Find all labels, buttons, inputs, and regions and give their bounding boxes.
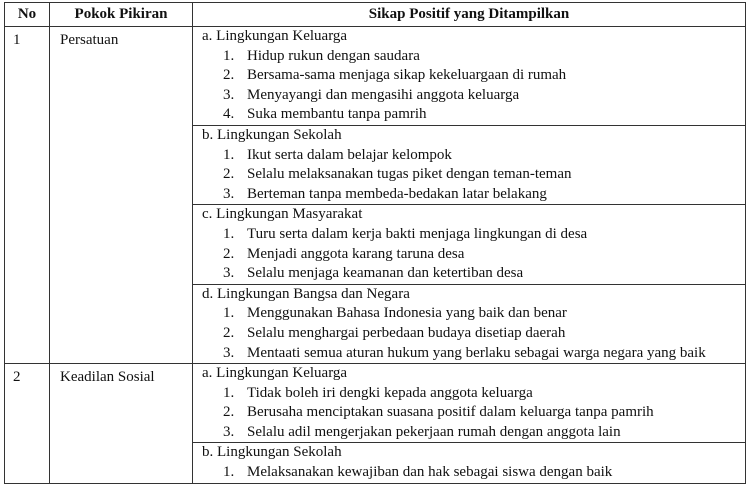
item-text: Selalu melaksanakan tugas piket dengan teman-teman — [247, 166, 572, 183]
section-keluarga — [193, 364, 745, 443]
item-number: 1. — [223, 464, 235, 481]
item-number: 3. — [223, 185, 235, 202]
item-number: 1. — [223, 384, 235, 401]
item-text: Ikut serta dalam belajar kelompok — [247, 146, 452, 163]
header-sikap-positif: Sikap Positif yang Ditampilkan — [193, 3, 746, 27]
section-title: a. Lingkungan Keluarga — [202, 365, 348, 382]
item-text: Menjadi anggota karang taruna desa — [247, 245, 465, 262]
pokok-pikiran: Persatuan — [50, 27, 193, 364]
list-item — [199, 86, 739, 106]
section-masyarakat — [193, 205, 745, 284]
list-item — [199, 304, 739, 324]
list-item — [199, 66, 739, 86]
list-item — [199, 344, 739, 364]
section-title: a. Lingkungan Keluarga — [202, 28, 348, 44]
list-item — [199, 185, 739, 205]
table-row — [5, 27, 746, 364]
list-item — [199, 403, 739, 423]
item-text: Selalu menjaga keamanan dan ketertiban desa — [247, 265, 524, 282]
header-row — [5, 3, 746, 27]
item-text: Turu serta dalam kerja bakti menjaga lingkungan di desa — [247, 225, 588, 242]
item-text: Berteman tanpa membeda-bedakan latar belakang — [247, 185, 547, 202]
item-number: 3. — [223, 265, 235, 282]
list-item — [199, 384, 739, 404]
list-item — [199, 47, 739, 67]
section-title: d. Lingkungan Bangsa dan Negara — [202, 285, 410, 302]
item-text: Suka membantu tanpa pamrih — [247, 106, 427, 123]
item-text: Mentaati semua aturan hukum yang berlaku sebagai warga negara yang baik — [247, 344, 706, 361]
sikap-cell — [193, 27, 746, 364]
item-number: 1. — [223, 47, 235, 64]
item-number: 1. — [223, 146, 235, 163]
row-number: 1 — [5, 27, 50, 364]
item-text: Hidup rukun dengan saudara — [247, 47, 420, 64]
item-text: Menggunakan Bahasa Indonesia yang baik dan benar — [247, 305, 567, 322]
section-bangsa-negara — [193, 285, 745, 363]
list-item — [199, 245, 739, 265]
item-number: 3. — [223, 344, 235, 361]
list-item — [199, 225, 739, 245]
section-title: b. Lingkungan Sekolah — [202, 126, 342, 143]
section-sekolah — [193, 443, 745, 482]
section-sekolah — [193, 126, 745, 205]
list-item — [199, 146, 739, 166]
section-title: c. Lingkungan Masyarakat — [202, 206, 363, 223]
section-keluarga — [193, 27, 745, 126]
section-title: b. Lingkungan Sekolah — [202, 444, 342, 461]
item-number: 1. — [223, 305, 235, 322]
item-text: Menyayangi dan mengasihi anggota keluarga — [247, 86, 520, 103]
item-text: Melaksanakan kewajiban dan hak sebagai siswa dengan baik — [247, 464, 613, 481]
list-item — [199, 463, 739, 483]
item-number: 2. — [223, 324, 235, 341]
item-number: 2. — [223, 67, 235, 84]
item-text: Selalu adil mengerjakan pekerjaan rumah dengan anggota lain — [247, 423, 621, 440]
header-pokok-pikiran: Pokok Pikiran — [50, 3, 193, 27]
list-item — [199, 165, 739, 185]
item-number: 3. — [223, 423, 235, 440]
item-text: Selalu menghargai perbedaan budaya disetiap daerah — [247, 324, 566, 341]
item-number: 2. — [223, 404, 235, 421]
list-item — [199, 324, 739, 344]
item-number: 3. — [223, 86, 235, 103]
item-text: Berusaha menciptakan suasana positif dalam keluarga tanpa pamrih — [247, 404, 654, 421]
document-table — [4, 2, 746, 484]
pokok-pikiran: Keadilan Sosial — [50, 364, 193, 484]
list-item — [199, 105, 739, 125]
list-item — [199, 423, 739, 443]
item-text: Tidak boleh iri dengki kepada anggota keluarga — [247, 384, 533, 401]
row-number: 2 — [5, 364, 50, 484]
item-number: 4. — [223, 106, 235, 123]
item-number: 2. — [223, 245, 235, 262]
sikap-cell — [193, 364, 746, 484]
table-row — [5, 364, 746, 484]
item-text: Bersama-sama menjaga sikap kekeluargaan di rumah — [247, 67, 567, 84]
header-no: No — [5, 3, 50, 27]
item-number: 2. — [223, 166, 235, 183]
item-number: 1. — [223, 225, 235, 242]
list-item — [199, 264, 739, 284]
